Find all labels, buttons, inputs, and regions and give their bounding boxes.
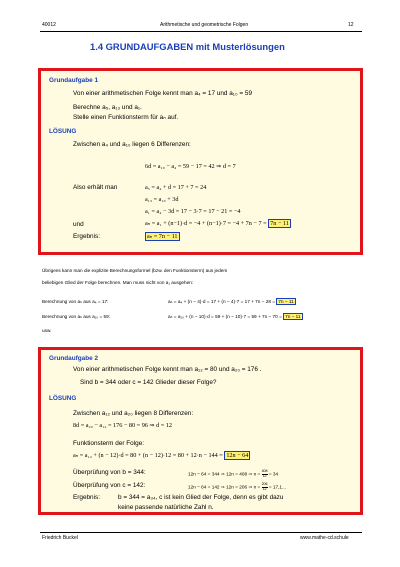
check-c-num: 206: [261, 482, 268, 486]
task2-eq-an-text: aₙ = a₁₂ + (n − 12)·d = 80 + (n − 12)·12 = 80 + 12·n − 144 =: [73, 452, 223, 459]
task1-eq-an: [145, 220, 291, 227]
check-c-res: = 17,1...: [268, 484, 286, 490]
doc-title: Arithmetische und geometrische Folgen: [160, 22, 249, 28]
calc1-result: 7n − 11: [278, 299, 294, 304]
check-b-fraction: [262, 470, 268, 478]
task1-heading: Grundaufgabe 1: [49, 77, 99, 84]
check-c-den: 12: [262, 486, 267, 491]
task1-eq-a1: a₁ = a₄ − 3d = 17 − 3·7 = 17 − 21 = −4: [145, 208, 241, 215]
task1-und-label: und: [73, 221, 84, 228]
calc1-eq: [168, 299, 296, 305]
task2-eq-an-result: 12n − 64: [226, 452, 249, 459]
task2-result-label: Ergebnis:: [73, 494, 100, 501]
usw: usw.: [42, 328, 52, 333]
check-b-label: Überprüfung von b = 344:: [73, 469, 146, 476]
task1-eq-a13: a₁₃ = a₁₀ + 3d: [145, 196, 179, 203]
calc2-eq: [168, 314, 303, 320]
check-c-label: Überprüfung von c = 142:: [73, 482, 146, 489]
check-b-den: 12: [262, 473, 267, 478]
doc-number: 40012: [42, 22, 56, 28]
footer-rule: [40, 532, 362, 533]
task1-eq-diff: 6d = a₁₀ − a₄ = 59 − 17 = 42 ⇒ d = 7: [145, 163, 236, 170]
task2-heading: Grundaufgabe 2: [49, 355, 99, 362]
check-b-res: = 34: [268, 471, 279, 477]
footer-website[interactable]: www.mathe-cd.schule: [300, 535, 349, 541]
check-b-num: 408: [261, 469, 268, 473]
section-title: 1.4 GRUNDAUFGABEN mit Musterlösungen: [90, 41, 285, 52]
task1-intro: Zwischen a₄ und a₁₀ liegen 6 Differenzen:: [73, 141, 191, 148]
check-b-eq: [188, 470, 278, 478]
task2-result-line1: b = 344 = a₃₄, c ist kein Glied der Folge, denn es gibt dazu: [118, 494, 284, 501]
task1-also-label: Also erhält man: [73, 184, 118, 191]
task1-result: aₙ = 7n − 11: [147, 233, 178, 240]
calc1-label: Berechnung von aₙ aus a₄ = 17:: [42, 299, 109, 304]
check-c-eq-text: 12n − 64 = 142 ⇒ 12n = 206 ⇒ n =: [188, 484, 261, 490]
task1-statement: Von einer arithmetischen Folge kennt man a₄ = 17 und a₁₀ = 59: [73, 90, 253, 97]
task1-eq-a5: a₅ = a₄ + d = 17 + 7 = 24: [145, 184, 207, 191]
calc2-result: 7n − 11: [285, 314, 301, 319]
calc1-eq-text: aₙ = a₄ + (n − 4)·d = 17 + (n − 4)·7 = 17 + 7n − 28 =: [168, 299, 275, 304]
task2-intro: Zwischen a₁₂ und a₂₀ liegen 8 Differenzen:: [73, 410, 194, 417]
task1-ask-line2: Stelle einen Funktionsterm für aₙ auf.: [73, 114, 179, 121]
task2-solution-label: LÖSUNG: [49, 395, 77, 402]
task1-result-label: Ergebnis:: [73, 233, 100, 240]
task2-eq-diff: 8d = a₂₀ − a₁₂ = 176 − 80 = 96 ⇒ d = 12: [73, 422, 173, 429]
check-c-fraction: [262, 483, 268, 491]
calc2-label: Berechnung von aₙ aus a₁₀ = 59:: [42, 314, 111, 319]
calc2-eq-text: aₙ = a₁₀ + (n − 10)·d = 59 + (n − 10)·7 = 59 + 7n − 70 =: [168, 314, 282, 319]
between-line1: Übrigens kann man die explizite Berechnungsformel (bzw. den Funktionsterm) aus jedem: [42, 268, 228, 273]
footer-author: Friedrich Buckel: [42, 535, 78, 541]
task2-question: Sind b = 344 oder c = 142 Glieder dieser Folge?: [80, 379, 217, 386]
task2-eq-an: [73, 452, 250, 459]
task1-eq-an-result: 7n − 11: [270, 220, 289, 227]
task2-result-line2: keine passende natürliche Zahl n.: [118, 504, 214, 511]
check-c-eq: [188, 483, 286, 491]
task2-statement: Von einer arithmetischen Folge kennt man a₁₂ = 80 und a₂₀ = 176 .: [73, 366, 262, 373]
task1-solution-label: LÖSUNG: [49, 128, 77, 135]
page-number: 12: [348, 22, 354, 28]
check-b-eq-text: 12n − 64 = 344 ⇒ 12n = 408 ⇒ n =: [188, 471, 261, 477]
task1-eq-an-text: aₙ = a₁ + (n−1)·d = −4 + (n−1)·7 = −4 + 7n − 7 =: [145, 220, 267, 227]
task1-ask-line1: Berechne a₅, a₁₃ und a₁.: [73, 104, 142, 111]
between-line2: beliebigen Glied der Folge berechnen. Man muss nicht von a₁ ausgehen:: [42, 280, 194, 285]
header-rule: [40, 31, 362, 32]
task2-func-label: Funktionsterm der Folge:: [73, 440, 145, 447]
